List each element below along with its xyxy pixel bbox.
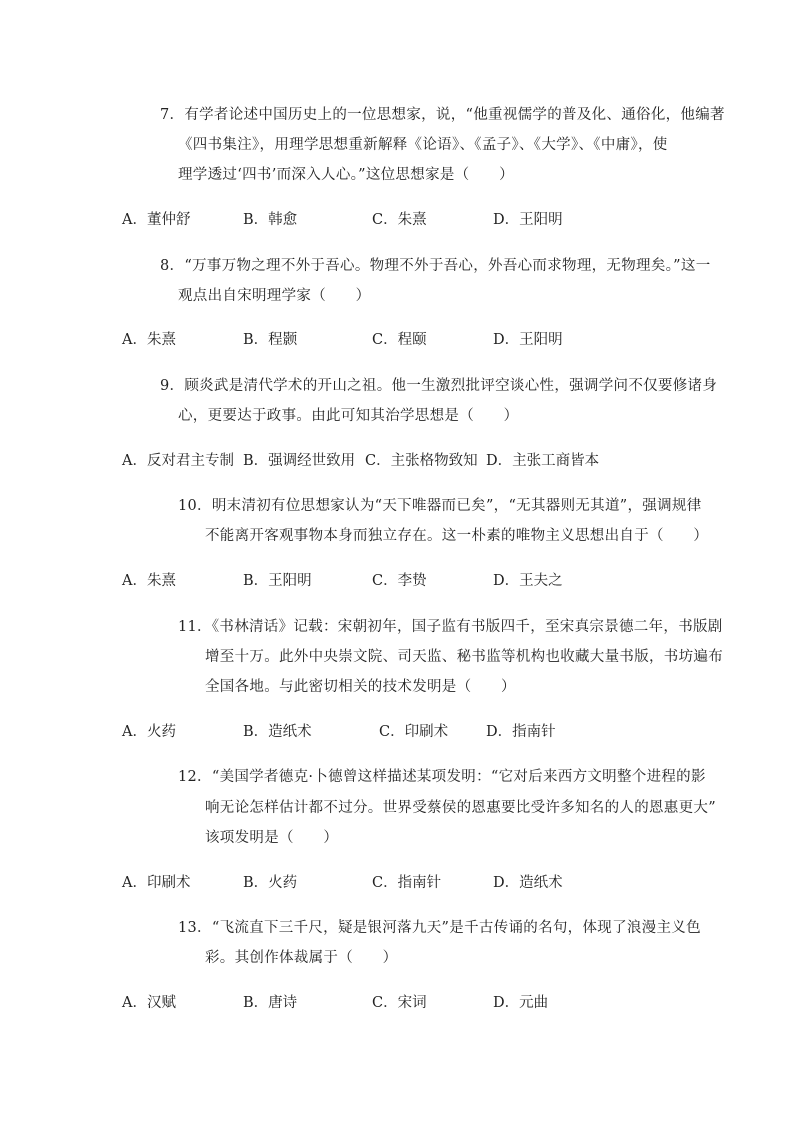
question-11-stem-line-1: 11．《书林清话》记载：宋朝初年，国子监有书版四千，至宋真宗景德二年，书版剧 bbox=[178, 619, 723, 635]
question-7-stem-line-3: 理学透过‘四书’而深入人心。”这位思想家是（ ） bbox=[178, 167, 514, 183]
option-a[interactable]: A．汉赋 bbox=[122, 995, 176, 1011]
option-b[interactable]: B．韩愈 bbox=[243, 212, 298, 228]
question-9-stem-line-1: 9．顾炎武是清代学术的开山之祖。他一生激烈批评空谈心性，强调学问不仅要修诸身 bbox=[160, 378, 718, 394]
option-b[interactable]: B．造纸术 bbox=[243, 724, 312, 740]
option-d[interactable]: D．指南针 bbox=[486, 724, 556, 740]
option-c[interactable]: C．宋词 bbox=[372, 995, 427, 1011]
option-c[interactable]: C．主张格物致知 bbox=[365, 453, 478, 469]
question-11-stem-line-3: 全国各地。与此密切相关的技术发明是（ ） bbox=[205, 679, 516, 695]
question-9-stem-line-2: 心，更要达于政事。由此可知其治学思想是（ ） bbox=[178, 408, 519, 424]
option-d[interactable]: D．元曲 bbox=[493, 995, 549, 1011]
option-c[interactable]: C．朱熹 bbox=[372, 212, 427, 228]
option-d[interactable]: D．王阳明 bbox=[493, 212, 563, 228]
option-d[interactable]: D．王阳明 bbox=[493, 332, 563, 348]
question-11-stem-line-2: 增至十万。此外中央崇文院、司天监、秘书监等机构也收藏大量书版，书坊遍布 bbox=[205, 649, 723, 665]
option-b[interactable]: B．王阳明 bbox=[243, 573, 312, 589]
question-12-stem-line-3: 该项发明是（ ） bbox=[205, 830, 339, 846]
option-b[interactable]: B．强调经世致用 bbox=[243, 453, 356, 469]
option-c[interactable]: C．印刷术 bbox=[379, 724, 449, 740]
question-8-stem-line-2: 观点出自宋明理学家（ ） bbox=[178, 288, 371, 304]
option-a[interactable]: A．火药 bbox=[122, 724, 176, 740]
question-12-stem-line-1: 12．“美国学者德克·卜德曾这样描述某项发明：“它对后来西方文明整个进程的影 bbox=[178, 769, 706, 785]
question-13-stem-line-1: 13．“飞流直下三千尺，疑是银河落九天”是千古传诵的名句，体现了浪漫主义色 bbox=[178, 920, 701, 936]
option-d[interactable]: D．主张工商皆本 bbox=[486, 453, 600, 469]
option-a[interactable]: A．印刷术 bbox=[122, 875, 191, 891]
option-d[interactable]: D．造纸术 bbox=[493, 875, 563, 891]
option-a[interactable]: A．董仲舒 bbox=[122, 212, 191, 228]
question-10-stem-line-2: 不能离开客观事物本身而独立存在。这一朴素的唯物主义思想出自于（ ） bbox=[205, 528, 709, 544]
question-7-stem-line-2: 《四书集注》，用理学思想重新解释《论语》、《孟子》、《大学》、《中庸》，使 bbox=[178, 137, 668, 153]
option-b[interactable]: B．唐诗 bbox=[243, 995, 298, 1011]
option-c[interactable]: C．指南针 bbox=[372, 875, 442, 891]
option-c[interactable]: C．程颐 bbox=[372, 332, 427, 348]
question-10-stem-line-1: 10．明末清初有位思想家认为“天下唯器而已矣”，“无其器则无其道”，强调规律 bbox=[178, 498, 702, 514]
option-a[interactable]: A．朱熹 bbox=[122, 573, 176, 589]
option-b[interactable]: B．程颢 bbox=[243, 332, 298, 348]
question-12-stem-line-2: 响无论怎样估计都不过分。世界受蔡侯的恩惠要比受许多知名的人的恩惠更大” bbox=[205, 800, 716, 816]
question-7-stem-line-1: 7．有学者论述中国历史上的一位思想家，说，“他重视儒学的普及化、通俗化，他编著 bbox=[160, 107, 725, 123]
option-a[interactable]: A．朱熹 bbox=[122, 332, 176, 348]
question-13-stem-line-2: 彩。其创作体裁属于（ ） bbox=[205, 950, 398, 966]
question-8-stem-line-1: 8．“万事万物之理不外于吾心。物理不外于吾心，外吾心而求物理，无物理矣。”这一 bbox=[160, 258, 711, 274]
option-a[interactable]: A．反对君主专制 bbox=[122, 453, 234, 469]
option-b[interactable]: B．火药 bbox=[243, 875, 298, 891]
option-d[interactable]: D．王夫之 bbox=[493, 573, 563, 589]
option-c[interactable]: C．李贽 bbox=[372, 573, 427, 589]
